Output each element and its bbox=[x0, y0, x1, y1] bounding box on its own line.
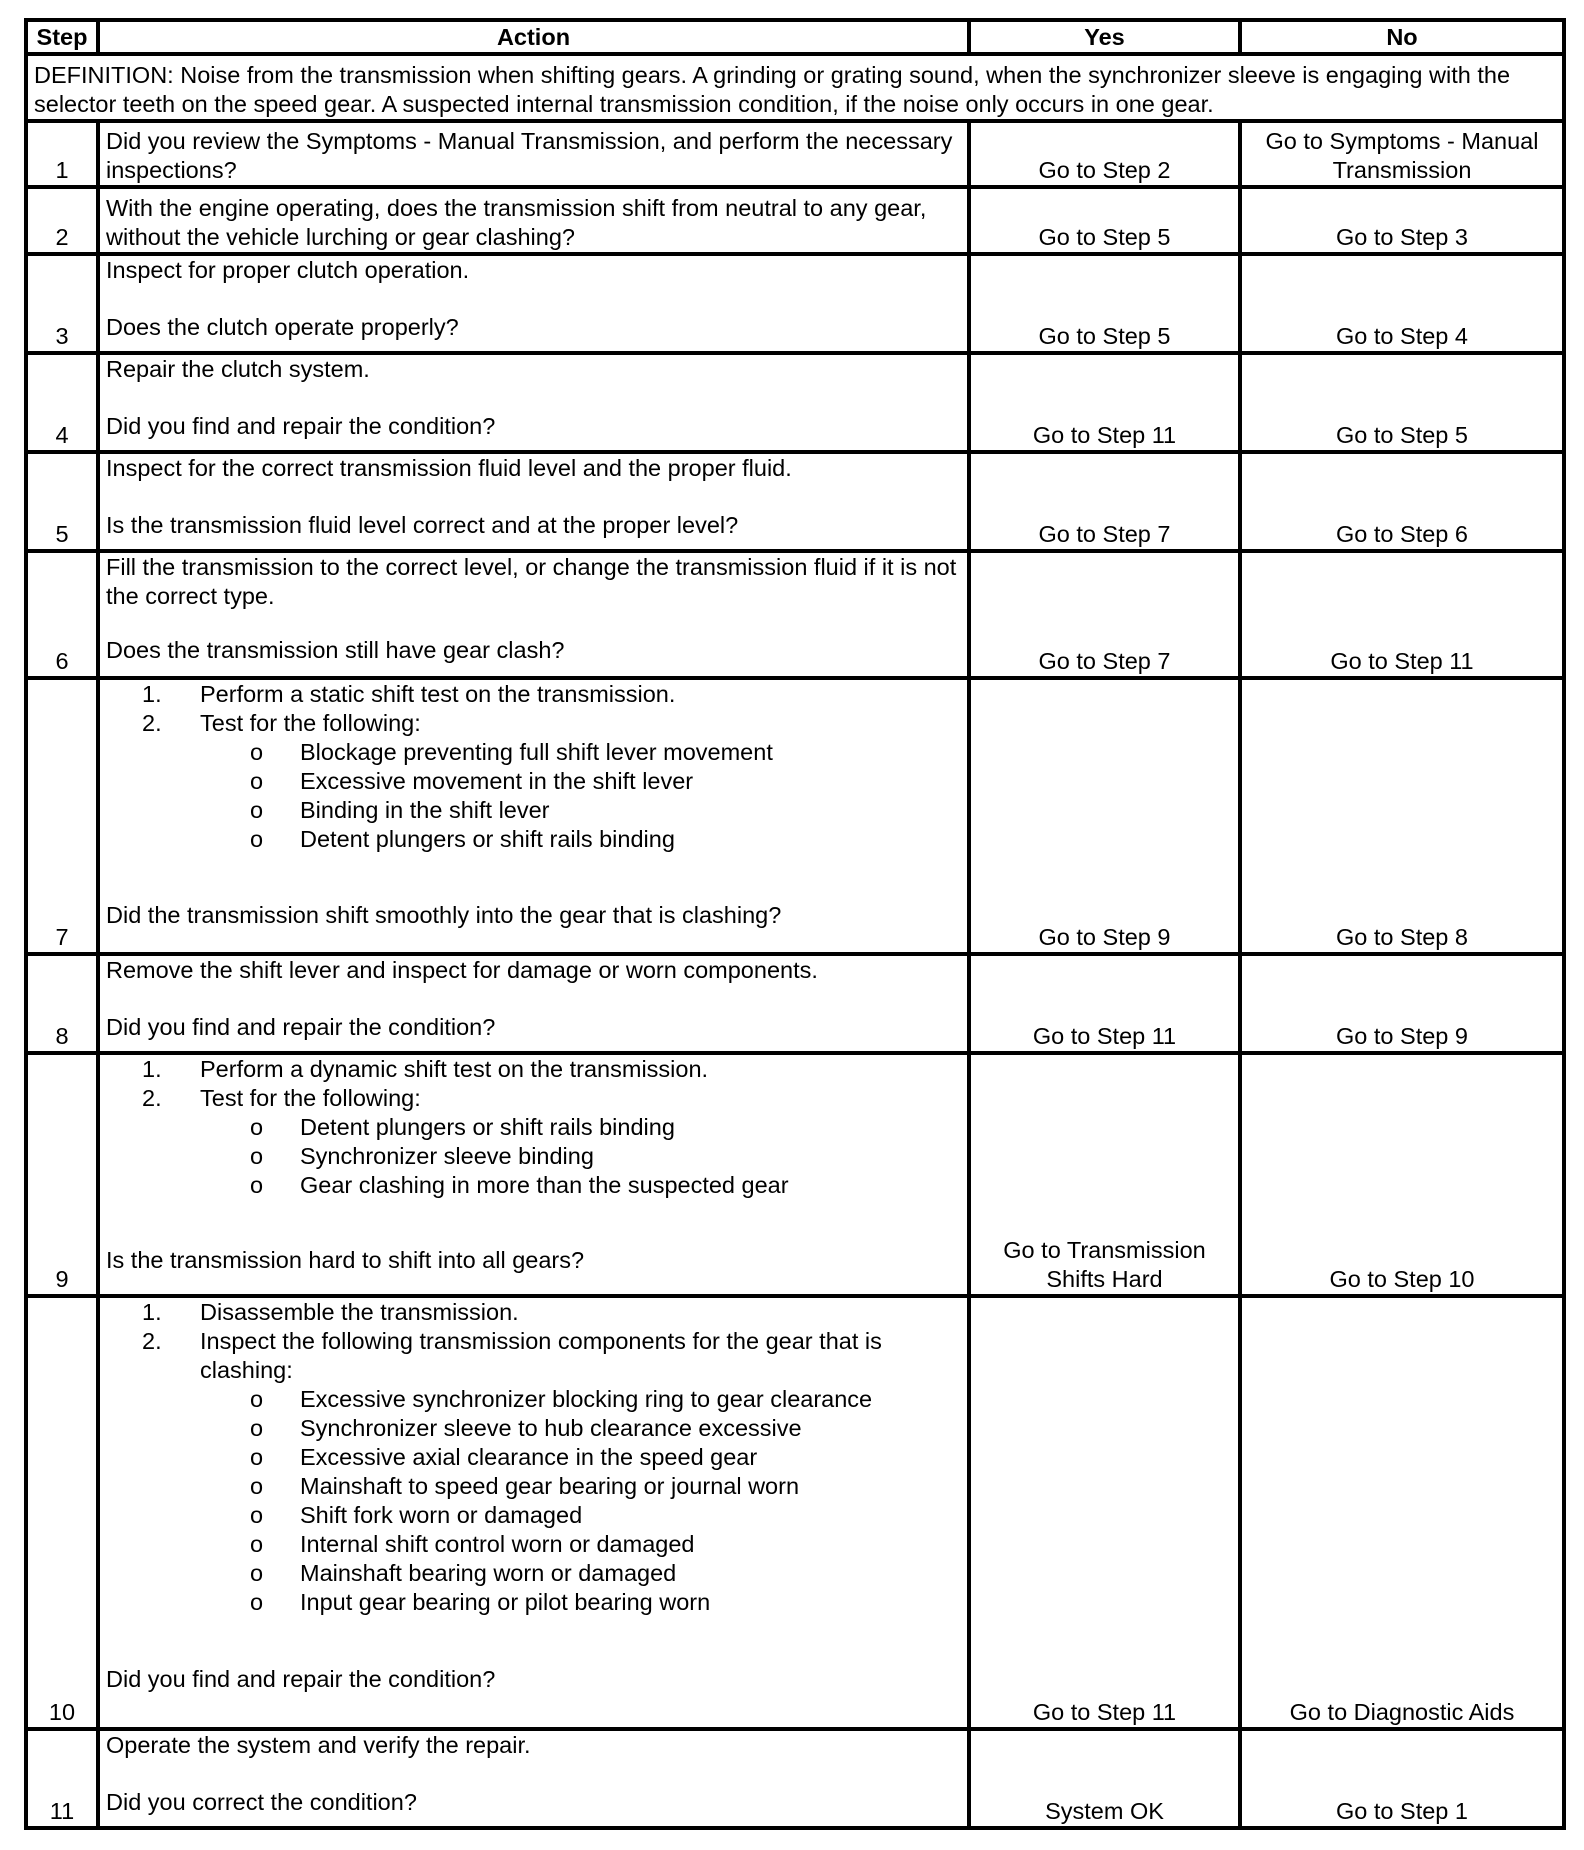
table-row bbox=[26, 353, 1564, 452]
table-row bbox=[26, 121, 1564, 188]
no-outcome: Go to Step 5 bbox=[1240, 353, 1564, 452]
bullet-list bbox=[200, 1113, 961, 1200]
action-question: Did you find and repair the condition? bbox=[106, 1013, 496, 1040]
action-text bbox=[98, 187, 969, 254]
yes-outcome: Go to Step 2 bbox=[969, 121, 1240, 188]
step-number: 11 bbox=[26, 1729, 98, 1828]
action-text bbox=[98, 1296, 969, 1729]
bullet-item: o Mainshaft to speed gear bearing or journal worn bbox=[300, 1472, 961, 1501]
action-text bbox=[98, 1053, 969, 1296]
action-question: Did the transmission shift smoothly into the gear that is clashing? bbox=[106, 902, 782, 929]
bullet-item: o Binding in the shift lever bbox=[300, 796, 961, 825]
diagnostic-table bbox=[24, 18, 1566, 1830]
action-instruction: Fill the transmission to the correct level, or change the transmission fluid if it is not the correct type. bbox=[106, 554, 957, 610]
yes-outcome: Go to Step 5 bbox=[969, 187, 1240, 254]
list-item: Perform a dynamic shift test on the transmission. bbox=[200, 1055, 709, 1082]
yes-outcome: Go to Step 9 bbox=[969, 678, 1240, 954]
bullet-item: o Synchronizer sleeve binding bbox=[300, 1142, 961, 1171]
no-outcome: Go to Step 3 bbox=[1240, 187, 1564, 254]
action-text bbox=[98, 254, 969, 353]
table-row bbox=[26, 678, 1564, 954]
no-outcome: Go to Step 4 bbox=[1240, 254, 1564, 353]
header-step: Step bbox=[26, 20, 98, 54]
bullet-item: o Internal shift control worn or damaged bbox=[300, 1530, 961, 1559]
bullet-item: o Excessive movement in the shift lever bbox=[300, 767, 961, 796]
table-row bbox=[26, 1729, 1564, 1828]
action-question: Is the transmission hard to shift into all gears? bbox=[106, 1246, 585, 1273]
action-instruction: Inspect for the correct transmission fluid level and the proper fluid. bbox=[106, 455, 792, 482]
list-item bbox=[200, 709, 961, 854]
bullet-list bbox=[200, 1385, 961, 1617]
action-question: Did you find and repair the condition? bbox=[106, 413, 496, 440]
yes-outcome: System OK bbox=[969, 1729, 1240, 1828]
procedure-list bbox=[106, 680, 961, 854]
action-question: Did you find and repair the condition? bbox=[106, 1666, 496, 1693]
list-item: Disassemble the transmission. bbox=[200, 1299, 519, 1326]
action-question: Is the transmission fluid level correct and at the proper level? bbox=[106, 512, 739, 539]
bullet-list bbox=[200, 738, 961, 854]
action-text bbox=[98, 551, 969, 678]
yes-outcome: Go to Step 11 bbox=[969, 1296, 1240, 1729]
table-row bbox=[26, 551, 1564, 678]
bullet-item: o Input gear bearing or pilot bearing worn bbox=[300, 1588, 961, 1617]
action-text bbox=[98, 954, 969, 1053]
action-instruction: Remove the shift lever and inspect for damage or worn components. bbox=[106, 956, 818, 983]
step-number: 9 bbox=[26, 1053, 98, 1296]
header-yes: Yes bbox=[969, 20, 1240, 54]
list-item bbox=[200, 1084, 961, 1200]
step-number: 1 bbox=[26, 121, 98, 188]
no-outcome: Go to Step 8 bbox=[1240, 678, 1564, 954]
no-outcome: Go to Symptoms - Manual Transmission bbox=[1240, 121, 1564, 188]
yes-outcome: Go to Step 7 bbox=[969, 452, 1240, 551]
action-question: Did you correct the condition? bbox=[106, 1788, 417, 1815]
action-instruction: Repair the clutch system. bbox=[106, 356, 370, 383]
procedure-list bbox=[106, 1055, 961, 1200]
yes-outcome: Go to Transmission Shifts Hard bbox=[969, 1053, 1240, 1296]
list-item-text: Inspect the following transmission components for the gear that is clashing: bbox=[200, 1328, 882, 1384]
step-number: 5 bbox=[26, 452, 98, 551]
step-number: 8 bbox=[26, 954, 98, 1053]
yes-outcome: Go to Step 11 bbox=[969, 954, 1240, 1053]
action-text bbox=[98, 353, 969, 452]
header-action: Action bbox=[98, 20, 969, 54]
header-row bbox=[26, 20, 1564, 54]
action-text bbox=[98, 121, 969, 188]
list-item: Perform a static shift test on the transmission. bbox=[200, 681, 676, 708]
no-outcome: Go to Step 9 bbox=[1240, 954, 1564, 1053]
table-row bbox=[26, 954, 1564, 1053]
yes-outcome: Go to Step 5 bbox=[969, 254, 1240, 353]
yes-outcome: Go to Step 11 bbox=[969, 353, 1240, 452]
bullet-item: o Detent plungers or shift rails binding bbox=[300, 1113, 961, 1142]
no-outcome: Go to Step 1 bbox=[1240, 1729, 1564, 1828]
list-item-text: Test for the following: bbox=[200, 1084, 421, 1111]
step-number: 7 bbox=[26, 678, 98, 954]
bullet-item: o Excessive synchronizer blocking ring to gear clearance bbox=[300, 1385, 961, 1414]
list-item bbox=[200, 1327, 961, 1617]
step-number: 6 bbox=[26, 551, 98, 678]
procedure-list bbox=[106, 1298, 961, 1617]
no-outcome: Go to Step 11 bbox=[1240, 551, 1564, 678]
step-number: 4 bbox=[26, 353, 98, 452]
step-number: 2 bbox=[26, 187, 98, 254]
action-question: Does the clutch operate properly? bbox=[106, 314, 459, 341]
action-instruction: Inspect for proper clutch operation. bbox=[106, 257, 470, 284]
header-no: No bbox=[1240, 20, 1564, 54]
bullet-item: o Blockage preventing full shift lever movement bbox=[300, 738, 961, 767]
action-question: Does the transmission still have gear clash? bbox=[106, 637, 565, 664]
table-row bbox=[26, 187, 1564, 254]
table-row bbox=[26, 452, 1564, 551]
no-outcome: Go to Diagnostic Aids bbox=[1240, 1296, 1564, 1729]
table-row bbox=[26, 1053, 1564, 1296]
list-item-text: Test for the following: bbox=[200, 710, 421, 737]
bullet-item: o Excessive axial clearance in the speed gear bbox=[300, 1443, 961, 1472]
bullet-item: o Synchronizer sleeve to hub clearance excessive bbox=[300, 1414, 961, 1443]
bullet-item: o Mainshaft bearing worn or damaged bbox=[300, 1559, 961, 1588]
definition-text: DEFINITION: Noise from the transmission when shifting gears. A grinding or grating sound, when the synchronizer sleeve is engaging with the selector teeth on the speed gear. A suspected internal transmission condition, if the noise only occurs in one gear. bbox=[26, 54, 1564, 121]
step-number: 3 bbox=[26, 254, 98, 353]
action-text bbox=[98, 1729, 969, 1828]
action-instruction: Operate the system and verify the repair. bbox=[106, 1731, 531, 1758]
action-text bbox=[98, 678, 969, 954]
bullet-item: o Gear clashing in more than the suspected gear bbox=[300, 1171, 961, 1200]
table-row bbox=[26, 254, 1564, 353]
no-outcome: Go to Step 6 bbox=[1240, 452, 1564, 551]
step-number: 10 bbox=[26, 1296, 98, 1729]
bullet-item: o Shift fork worn or damaged bbox=[300, 1501, 961, 1530]
action-text bbox=[98, 452, 969, 551]
action-question: With the engine operating, does the transmission shift from neutral to any gear, without the vehicle lurching or gear clashing? bbox=[106, 195, 927, 251]
bullet-item: o Detent plungers or shift rails binding bbox=[300, 825, 961, 854]
action-question: Did you review the Symptoms - Manual Transmission, and perform the necessary inspections? bbox=[106, 128, 953, 184]
yes-outcome: Go to Step 7 bbox=[969, 551, 1240, 678]
table-row bbox=[26, 1296, 1564, 1729]
no-outcome: Go to Step 10 bbox=[1240, 1053, 1564, 1296]
definition-row bbox=[26, 54, 1564, 121]
